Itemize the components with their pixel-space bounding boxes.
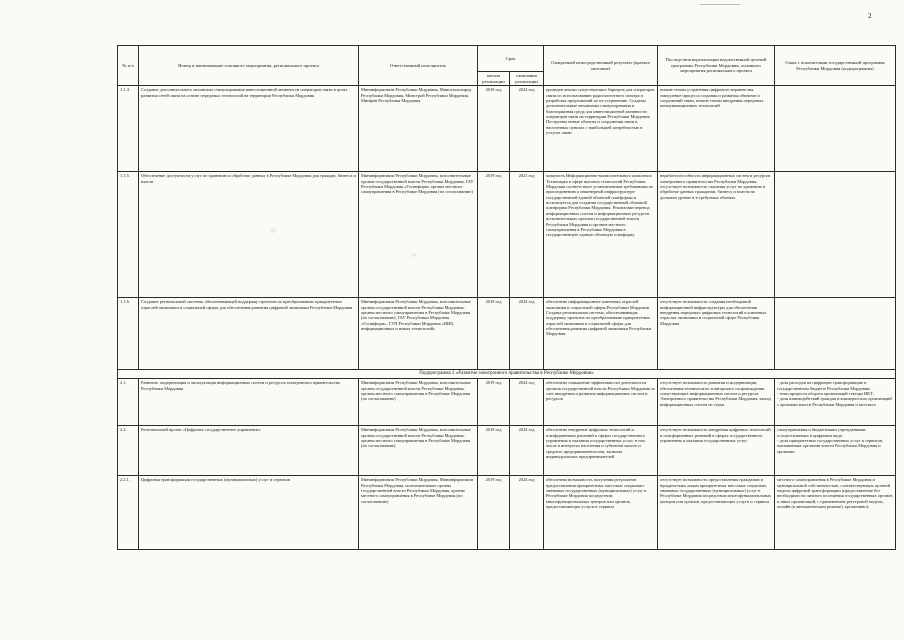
header-term: Срок: [478, 46, 544, 72]
cell-consequences: отсутствует возможность развития и модернизации, обеспечения технического и авторского сопровождения существующих информационных систем и ресурсов Электронного правительства Республики Мордовия, выход информационных систем из строя: [658, 379, 775, 426]
cell-start: 2019 год: [478, 379, 510, 426]
table-row: [118, 86, 896, 172]
table-row: [118, 379, 896, 426]
cell-num: 2.2.1.: [118, 476, 139, 550]
header-consequences: Последствия нереализации ведомственной целевой программы Республики Мордовия, основного мероприятия регионального проекта: [658, 46, 775, 86]
table-row: [118, 476, 896, 550]
cell-result: обеспечена возможность получения результатов предоставления приоритетных массовых социально-значимых государственных (муниципальных) услуг в Республике Мордовия посредством многофункциональных центров или органов, предоставляющих услуги и сервисы: [544, 476, 658, 550]
cell-name: Региональный проект «Цифровое государственное управление»: [139, 426, 359, 476]
cell-end: 2024 год: [510, 426, 544, 476]
scan-smudge: [412, 253, 416, 257]
header-term-end: окончания реализации: [510, 72, 544, 86]
header-link: Связь с показателями государственной программы Республики Мордовия (подпрограммы): [775, 46, 896, 86]
cell-executor: Мининформсвязи Республики Мордовия, исполнительные органы государственной власти Республики Мордовия, ГАУ Республики Мордовия «Госинформ» органы местного самоуправления в Республике Мордовия (по согласованию): [359, 172, 478, 298]
cell-name: Развитие, модернизация и эксплуатация информационных систем и ресурсов электронного правительства Республики Мордовия: [139, 379, 359, 426]
cell-start: 2019 год: [478, 298, 510, 370]
cell-consequences: неработоспособность информационных систем и ресурсов электронного правительства Республики Мордовия, отсутствует возможность оказания услуг по хранению и обработке данных гражданам, бизнесу и власти на должном уровне и в требуемых объемах: [658, 172, 775, 298]
cell-end: 2024 год: [510, 298, 544, 370]
header-result: Ожидаемый непосредственный результат (краткое описание): [544, 46, 658, 86]
cell-start: 2019 год: [478, 172, 510, 298]
section-title: Подпрограмма 2 «Развитие электронного правительства в Республике Мордовия»: [118, 370, 896, 379]
table-row: [118, 172, 896, 298]
cell-executor: Мининформсвязи Республики Мордовия, Мининформсвязи Республики Мордовия, исполнительные органы государственной власти Республики Мордовия, органы местного самоуправления в Республике Мордовия (по согласованию): [359, 476, 478, 550]
cell-link: местного самоуправления в Республике Мордовия и муниципальной собственностью, соответствующих целевой модели цифровой трансформации (предоставление без необходимости личного посещения государственных органов и иных организаций, с применением реестровой модели, онлайн (в автоматическом режиме), проактивно);: [775, 476, 896, 550]
cell-num: 1.1.4: [118, 86, 139, 172]
cell-start: 2019 год: [478, 476, 510, 550]
header-num: № п/а: [118, 46, 139, 86]
cell-end: 2024 год: [510, 476, 544, 550]
page-top-mark: [700, 4, 740, 5]
cell-link: [775, 298, 896, 370]
cell-consequences: отсутствует возможность внедрения цифровых технологий и платформенных решений в сферах государственного управления и оказания государственных услуг: [658, 426, 775, 476]
cell-consequences: низкие темпы устранения цифрового неравенства, замедление процесса создания и развития объектов и сооружений связи, низкие темпы внедрения передовых коммуникационных технологий: [658, 86, 775, 172]
header-executor: Ответственный исполнитель: [359, 46, 478, 86]
page-number: 2: [868, 12, 872, 20]
table-row: [118, 298, 896, 370]
cell-link: самоуправления и бюджетными учреждениями, осуществляемых в цифровом виде; - доля приоритетных государственных услуг и сервисов, оказываемых органами власти Республики Мордовия и органами: [775, 426, 896, 476]
cell-consequences: отсутствует возможность предоставления гражданам и юридическим лицам приоритетных массовых социально значимых государственных (муниципальных) услуг в Республике Мордовия посредством многофункциональных центров или органов, предоставляющих услуги и сервисы: [658, 476, 775, 550]
cell-end: 2021 год: [510, 172, 544, 298]
cell-result: обеспечено повышение эффективности деятельности органов государственной власти Республики Мордовия за счет внедрения и развития информационных систем и ресурсов: [544, 379, 658, 426]
cell-result: мощность Информационно-вычислительного комплекса Технопарка в сфере высоких технологий Республики Мордовия соответствует установленным требованиям по присоединению к инженерной инфраструктуре государственной единой облачной платформы и используется для создания государственной облачной платформы Республики Мордовия. Реализован перевод информационных систем и информационных ресурсов исполнительных органов государственной власти Республики Мордовия и органов местного самоуправления в Республике Мордовия в государственную единую облачную платформу: [544, 172, 658, 298]
cell-executor: Мининформсвязи Республики Мордовия, исполнительные органы государственной власти Республики Мордовия, органы местного самоуправления в Республике Мордовия (по согласованию): [359, 426, 478, 476]
cell-name: Обеспечение доступности услуг по хранению и обработке данных в Республике Мордовия для граждан, бизнеса и власти: [139, 172, 359, 298]
cell-result: проведен анализ существующих барьеров для операторов связи по использованию радиочастотного спектра и разработка предложений по их устранению. Созданы дополнительные механизмы стимулирования и благоприятная среда для инвестиционной активности операторов связи на территории Республики Мордовия. Построены новые объекты и сооружения связи в населенных пунктах с наибольшей потребностью в услугах связи: [544, 86, 658, 172]
cell-link: [775, 172, 896, 298]
cell-name: Создание региональной системы, обеспечивающей поддержку проектов по преобразованию приоритетных отраслей экономики и социальной сферы для обеспечения развития цифровой экономики Республики Мордовия: [139, 298, 359, 370]
header-name: Номер и наименование основного мероприятия, регионального проекта: [139, 46, 359, 86]
table-row: [118, 426, 896, 476]
table-header-row: [118, 46, 896, 72]
cell-name: Цифровая трансформация государственных (муниципальных) услуг и сервисов: [139, 476, 359, 550]
cell-start: 2019 год: [478, 86, 510, 172]
cell-consequences: отсутствует возможность создания необходимой информационной инфраструктуры для обеспечения внедрения передовых цифровых технологий в ключевых отраслях экономики и социальной сфере Республики Мордовия: [658, 298, 775, 370]
cell-result: обеспечено информационное ключевых отраслей экономики и социальной сферы Республики Мордовия. Создана региональная система, обеспечивающая поддержку проектов по преобразованию приоритетных отраслей экономики и социальной сферы для обеспечения развития цифровой экономики Республики Мордовия.: [544, 298, 658, 370]
cell-num: 1.1.6.: [118, 298, 139, 370]
cell-num: 1.1.5.: [118, 172, 139, 298]
cell-executor: Мининформсвязи Республики Мордовия, Минсельхозпрод Республики Мордовия, Минстрой Республики Мордовия, Минфин Республики Мордовия: [359, 86, 478, 172]
cell-start: 2019 год: [478, 426, 510, 476]
cell-end: 2024 год: [510, 86, 544, 172]
cell-num: 2.1.: [118, 379, 139, 426]
section-row: [118, 370, 896, 379]
scan-smudge: [270, 228, 276, 233]
program-activities-table: [117, 45, 896, 550]
cell-result: обеспечено внедрение цифровых технологий и платформенных решений в сферах государственного управления и оказания государственных услуг, в том числе в интересах населения и субъектов малого и среднего предпринимательства, включая индивидуальных предпринимателей: [544, 426, 658, 476]
cell-executor: Мининформсвязи Республики Мордовия, исполнительные органы государственной власти Республики Мордовия, органы местного самоуправления в Республике Мордовия (по согласованию): [359, 379, 478, 426]
cell-end: 2024 год: [510, 379, 544, 426]
cell-link: [775, 86, 896, 172]
cell-num: 2.2.: [118, 426, 139, 476]
cell-name: Создание дополнительного механизма стимулирования инвестиционной активности операторов связи в целях развития сетей связи на основе передовых технологий на территории Республики Мордовия: [139, 86, 359, 172]
cell-executor: Мининформсвязи Республики Мордовия, исполнительные органы государственной власти Республики Мордовия, органы местного самоуправления в Республике Мордовия (по согласованию), ГАУ Республики Мордовия «Госинформ», ГУП Республики Мордовия «НИЦ информационных и новых технологий»: [359, 298, 478, 370]
header-term-start: начала реализации: [478, 72, 510, 86]
cell-link: - доля расходов на цифровую трансформацию в государственном бюджете Республики Мордовия; - темп прироста оборота организаций сектора ИКТ; - доля взаимодействий граждан и коммерческих организаций с органами власти Республики Мордовия и местного: [775, 379, 896, 426]
